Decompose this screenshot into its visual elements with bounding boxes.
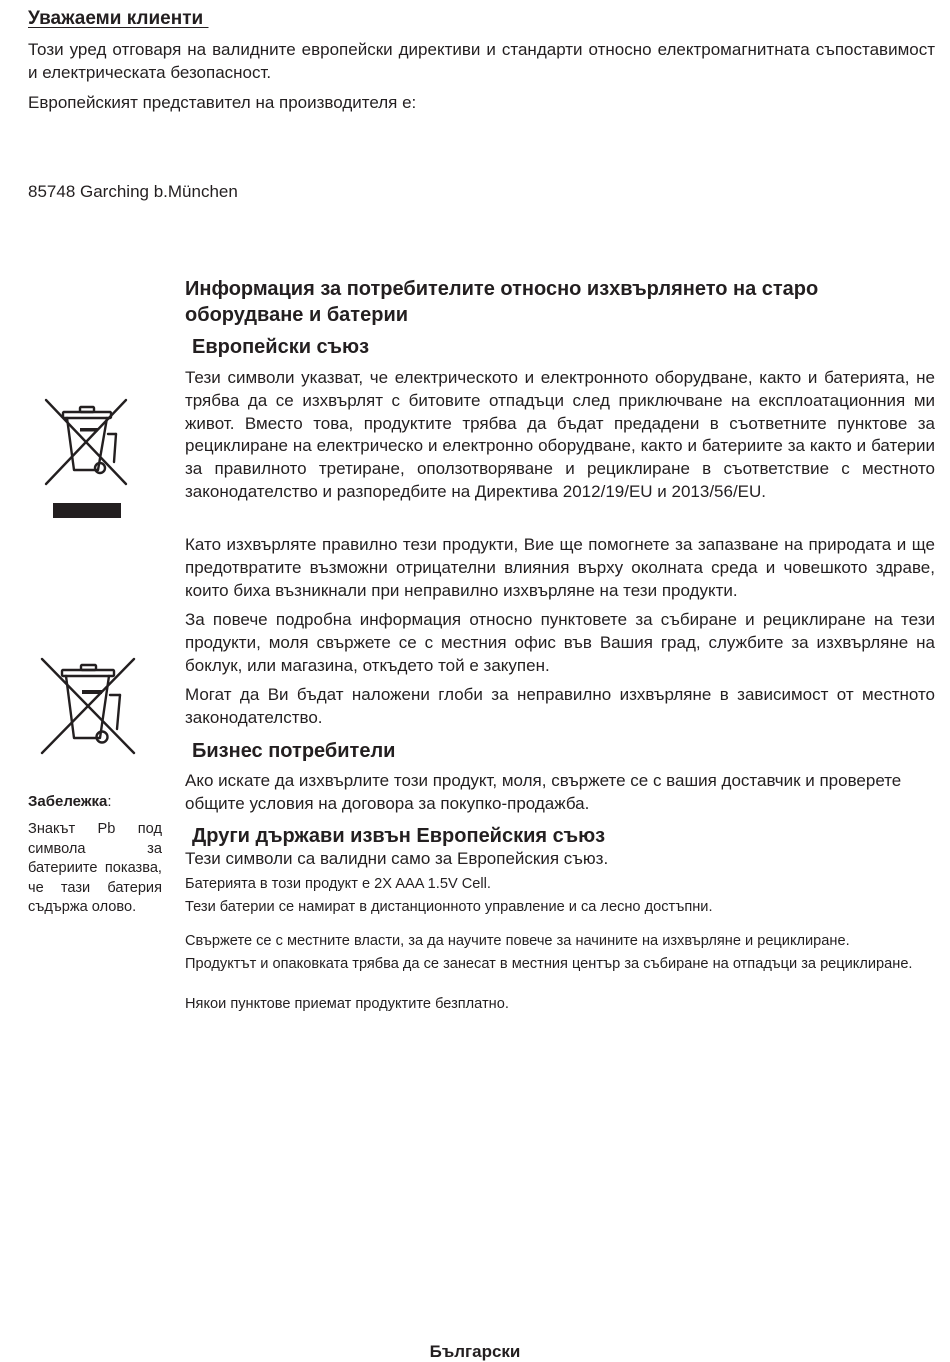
business-paragraph: Ако искате да изхвърлите този продукт, моля, свържете се с вашия доставчик и проверете общите условия на договора за покупко-продажба. (185, 771, 902, 813)
other-paragraph-3: Тези батерии се намират в дистанционното управление и са лесно достъпни. (185, 899, 713, 915)
eu-paragraph-4: Могат да Ви бъдат наложени глоби за неправилно изхвърляне в зависимост от местното законодателство. (185, 685, 935, 727)
other-paragraph-5: Продуктът и опаковката трябва да се занесат в местния център за събиране на отпадъци за рециклиране. (185, 956, 913, 972)
crossed-out-wheelie-bin-icon (36, 653, 140, 759)
other-paragraph-2: Батерията в този продукт е 2X AAA 1.5V Cell. (185, 876, 491, 892)
other-paragraph-4: Свържете се с местните власти, за да научите повече за начините на изхвърляне и рециклиране. (185, 933, 850, 949)
eu-paragraph-3: За повече подробна информация относно пунктовете за събиране и рециклиране на тези продукти, моля свържете се с местния офис във Вашия град, службите за изхвърляне на боклук, или магазина, откъдето той е закупен. (185, 610, 935, 675)
eu-heading: Европейски съюз (192, 336, 370, 358)
business-heading: Бизнес потребители (192, 740, 396, 762)
crossed-out-wheelie-bin-icon (40, 396, 134, 524)
eu-paragraph-1: Тези символи указват, че електрическото и електронното оборудване, както и батерията, не трябва да се изхвърлят с битовите отпадъци след приключване на експлоатационния ми живот. Вместо това, продуктите трябва да бъдат предадени в съответните пунктове за рециклиране на електрическо и електронно оборудване, както и батериите за както и батерии за правилното третиране, оползотворяване и рециклиране в съответствие с местното законодателство и разпоредбите на Директива 2012/19/EU и 2013/56/EU. (185, 368, 935, 501)
section-heading: Информация за потребителите относно изхвърлянето на старо оборудване и батерии (185, 278, 819, 326)
other-paragraph-6: Някои пунктове приемат продуктите безплатно. (185, 996, 509, 1012)
other-paragraph-1: Тези символи са валидни само за Европейския съюз. (185, 849, 609, 868)
representative-text: Европейският представител на производителя е: (28, 93, 417, 112)
page-title: Уважаеми клиенти (28, 8, 209, 29)
address-line: 85748 Garching b.München (28, 182, 238, 201)
eu-paragraph-2: Като изхвърляте правилно тези продукти, Вие ще помогнете за запазване на природата и ще предотвратите възможни отрицателни влияния върху околната среда и човешкото здраве, които биха възникнали при неправилно изхвърляне на тези продукти. (185, 535, 935, 600)
footer-language: Български (429, 1342, 521, 1361)
intro-paragraph: Този уред отговаря на валидните европейски директиви и стандарти относно електромагнитната съпоставимост и електрическата безопасност. (28, 40, 935, 82)
note-title: Забележка: (28, 793, 112, 810)
note-body: Знакът Pb под символа за батериите показва, че тази батерия съдържа олово. (28, 821, 162, 915)
other-heading: Други държави извън Европейския съюз (192, 825, 606, 847)
